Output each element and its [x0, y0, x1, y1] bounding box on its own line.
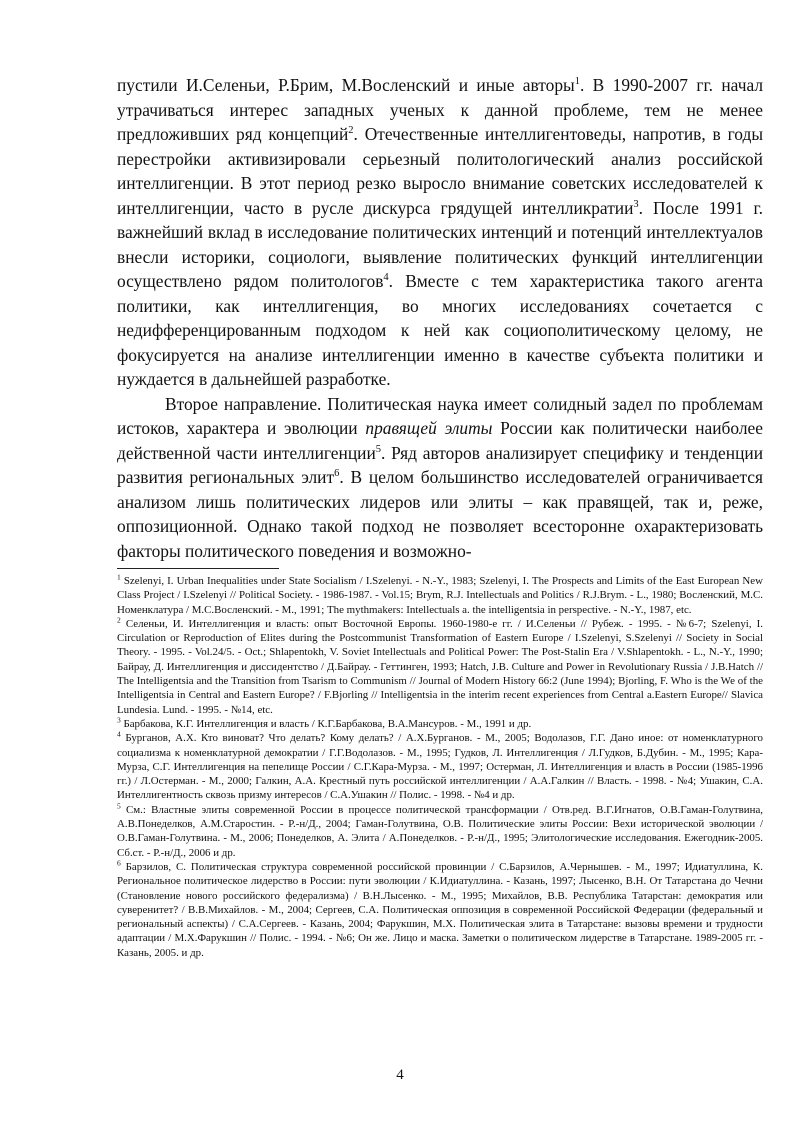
footnote-number: 1 — [117, 572, 121, 582]
text-run: . После 1991 г. важнейший вклад в исследование политических интенций и потенций интеллектуалов внесли историки, социологи, выявление политических функций интеллигенции осуществлено рядом политологов — [117, 197, 763, 291]
footnote-number: 6 — [117, 858, 121, 868]
footnote — [117, 860, 763, 960]
emphasis: правящей элиты — [365, 418, 493, 438]
footnote-ref: 1 — [574, 76, 580, 88]
footnote-text: Барзилов, С. Политическая структура современной российской провинции / С.Барзилов, А.Чернышев. - М., 1997; Идиатуллина, К. Региональное политическое лидерство в России: пути эволюции / К.Идиатуллина. - Казань, 1997; Лысенко, В.Н. От Татарстана до Чечни (Становление нового российского федерализма) / В.Н.Лысенко. - М., 1995; Михайлов, В.В. Республика Татарстан: демократия или суверенитет? / В.В.Михайлов. - М., 2004; Сергеев, С.А. Политическая оппозиция в современной Российской Федерации (федеральный и региональный аспекты) / С.А.Сергеев. - Казань, 2004; Фарукшин, М.Х. Политическая элита в Татарстане: вызовы времени и трудности адаптации / М.Х.Фарукшин // Полис. - 1994. - №6; Он же. Лицо и маска. Заметки о политическом лидерстве в Татарстане. 1989-2005 гг. - Казань, 2005. и др. — [117, 860, 763, 959]
paragraph — [117, 392, 763, 564]
footnote-number: 5 — [117, 801, 121, 811]
footnote-ref: 3 — [633, 198, 639, 210]
text-run: . Вместе с тем характеристика такого агента политики, как интеллигенция, во многих исследованиях сочетается с недифференцированным подходом к ней как социополитическому целому, не фокусируется на анализе интеллигенции именно в качестве субъекта политики и нуждается в дальнейшей разработке. — [117, 271, 763, 389]
footnote-number: 2 — [117, 615, 121, 625]
text-run: . В целом большинство исследователей ограничивается анализом лишь политических лидеров или элиты – как правящей, так и, реже, оппозиционной. Однако такой подход не позволяет всесторонне охарактеризовать факторы политического поведения и возможно- — [117, 467, 763, 561]
footnote-separator — [117, 568, 279, 569]
footnote-text: См.: Властные элиты современной России в процессе политической трансформации / Отв.ред. В.Г.Игнатов, О.В.Гаман-Голутвина, А.В.Понеделков, А.М.Старостин. - Р.-н/Д., 2004; Гаман-Голутвина, О.В. Политические элиты России: Вехи исторической эволюции / О.В.Гаман-Голутвина. - М., 2006; Понеделков, А. Элита / А.Понеделков. - Р.-н/Д., 1995; Элитологические исследования. Ежегодник-2005. Сб.ст. - Р.-н/Д., 2006 и др. — [117, 803, 763, 859]
page-number: 4 — [396, 1067, 404, 1083]
text-run: . Ряд авторов анализирует специфику и тенденции развития региональных элит — [117, 442, 763, 487]
footnotes — [117, 574, 763, 960]
footnote-ref: 2 — [348, 125, 354, 137]
footnote — [117, 803, 763, 860]
footnote-text: Szelenyi, I. Urban Inequalities under State Socialism / I.Szelenyi. - N.-Y., 1983; Szelenyi, I. The Prospects and Limits of the East European New Class Project / I.Szelenyi // Political Society. - 1986-1987. - Vol.15; Brym, R.J. Intellectuals and Politics / R.J.Brym. - L., 1980; Восленский, М.С. Номенклатура / М.С.Восленский. - М., 1991; The mythmakers: Intellectuals a. the intelligentsia in perspective. - N.-Y., 1987, etc. — [117, 575, 763, 616]
footnote — [117, 731, 763, 802]
footnote-text: Бурганов, А.Х. Кто виноват? Что делать? Кому делать? / А.Х.Бурганов. - М., 2005; Водолазов, Г.Г. Дано иное: от номенклатурного социализма к номенклатурной демократии / Г.Г.Водолазов. - М., 1995; Гудков, Л. Интеллигенция / Л.Гудков, Б.Дубин. - М., 1995; Кара-Мурза, С.Г. Интеллигенция на пепелище России / С.Г.Кара-Мурза. - М., 1997; Остерман, Л. Интеллигенция и власть в России (1985-1996 гг.) / Л.Остерман. - М., 2000; Галкин, А.А. Крестный путь российской интеллигенции / А.А.Галкин // Власть. - 1998. - №4; Ушакин, С.А. Интеллигентность сквозь призму интересов / С.А.Ушакин // Полис. - 1998. - №4 и др. — [117, 732, 763, 802]
paragraph — [117, 73, 763, 392]
text-run: Второе направление. Политическая наука имеет солидный задел по проблемам истоков, характера и эволюции — [117, 393, 763, 438]
footnote-ref: 4 — [383, 272, 389, 284]
footnote — [117, 617, 763, 717]
footnote-text: Барбакова, К.Г. Интеллигенция и власть / К.Г.Барбакова, В.А.Мансуров. - М., 1991 и др. — [120, 717, 532, 730]
footnote-number: 4 — [117, 729, 121, 739]
footnote-number: 3 — [117, 715, 121, 725]
footnote — [117, 717, 763, 731]
text-run: . В 1990-2007 гг. начал утрачиваться интерес западных ученых к данной проблеме, тем не менее предложивших ряд концепций — [117, 75, 763, 144]
text-run: . Отечественные интеллигентоведы, напротив, в годы перестройки активизировали серьезный политологический анализ российской интеллигенции. В этот период резко выросло внимание советских исследователей к интеллигенции, часто в русле дискурса грядущей интелликратии — [117, 124, 764, 218]
footnote-ref: 6 — [334, 468, 340, 480]
text-run: пустили И.Селеньи, Р.Брим, М.Восленский и иные авторы — [117, 75, 575, 95]
footnote-ref: 5 — [375, 443, 382, 455]
text-run: России как политически наиболее действенной части интеллигенции — [117, 418, 763, 463]
footnote-text: Селеньи, И. Интеллигенция и власть: опыт Восточной Европы. 1960-1980-е гг. / И.Селеньи // Рубеж. - 1995. - №6-7; Szelenyi, I. Circulation or Reproduction of Elites during the Postcommunist Transformation of Eastern Europe / I.Szelenyi, S.Szelenyi // Society in Social Theory. - 1995. - Vol.24/5. - Oct.; Shlapentokh, V. Soviet Intellectuals and Political Power: The Post-Stalin Era / V.Shlapentokh. - L., N.-Y., 1990; Байрау, Д. Интеллигенция и диссидентство / Д.Байрау. - Геттинген, 1993; Hatch, J.B. Culture and Power in Revolutionary Russia / J.B.Hatch // The Intelligentsia and the Transition from Tsarism to Communism // Journal of Modern History 66:2 (June 1994); Bjorling, F. Who is the We of the Intelligentsia in Central and Eastern Europe? / F.Bjorling // Intelligentsia in the interim recent experiences from Central a.Eastern Europe// Slavica Lundesia. Lund. - 1995. - №14, etc. — [117, 617, 763, 716]
footnote — [117, 574, 763, 617]
main-text — [117, 73, 763, 563]
